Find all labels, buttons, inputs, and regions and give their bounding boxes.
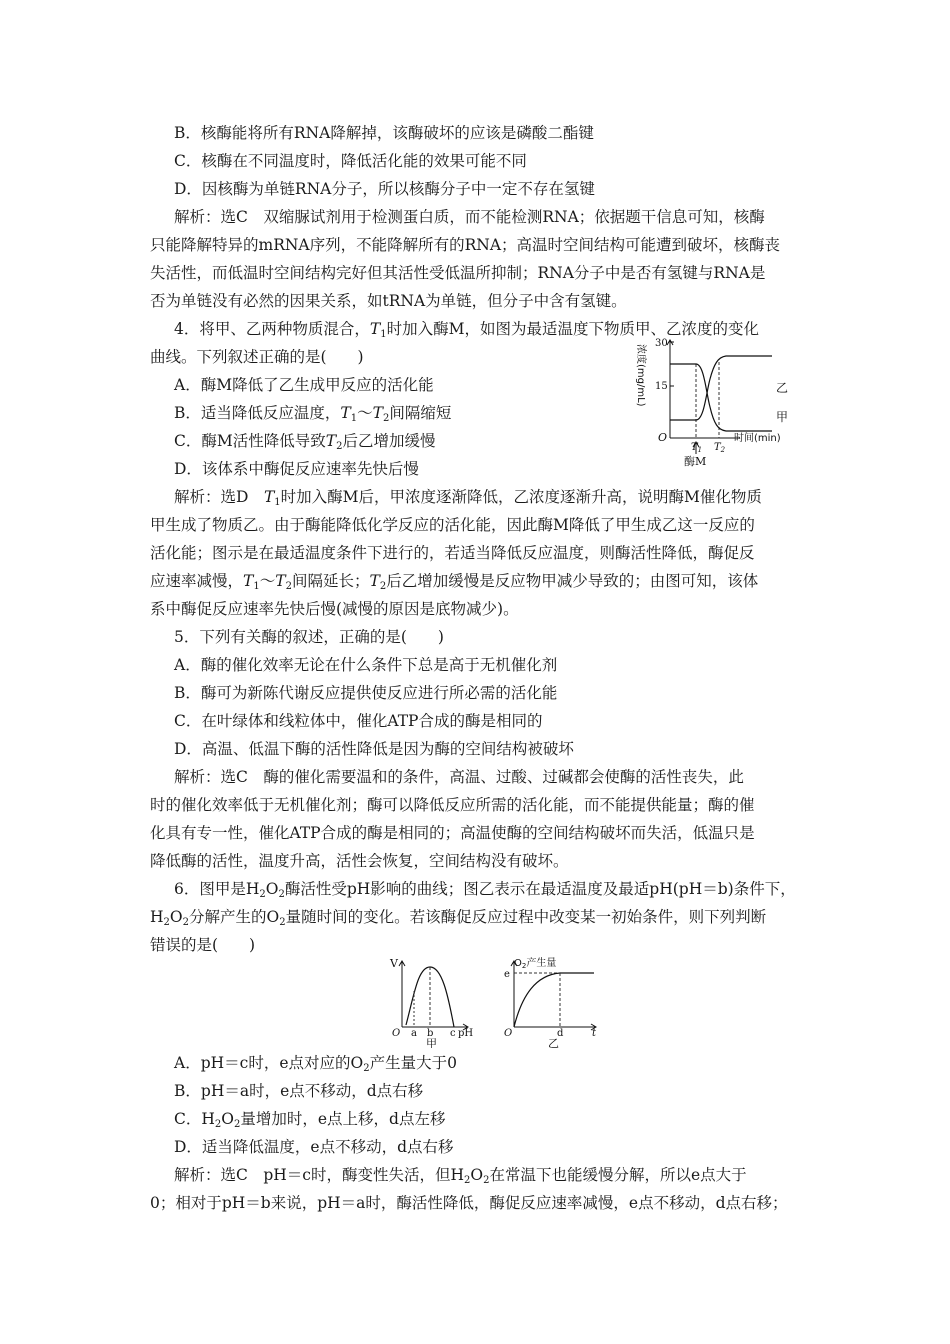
- q4-stem-line: 4．将甲、乙两种物质混合，$T_1$时加入酶M，如图为最适温度下物质甲、乙浓度的变化: [174, 320, 759, 340]
- y-axis-label: $O_2$产生量: [514, 958, 557, 970]
- q5-option-c: C．在叶绿体和线粒体中，催化ATP合成的酶是相同的: [174, 712, 543, 730]
- series-jia-line: [670, 364, 772, 431]
- q4-answer-line: 系中酶促反应速率先快后慢(减慢的原因是底物减少)。: [150, 600, 519, 618]
- q4-stem-line: 曲线。下列叙述正确的是( ): [150, 348, 364, 366]
- q4-option-c: C．酶M活性降低导致$T_2$后乙增加缓慢: [174, 432, 436, 452]
- q4-answer-line: 活化能；图示是在最适温度条件下进行的，若适当降低反应温度，则酶活性降低，酶促反: [150, 544, 755, 562]
- q4-option-b: B．适当降低反应温度，$T_1\sim T_2$间隔缩短: [174, 404, 452, 424]
- chart-title: 甲: [426, 1037, 437, 1048]
- q6-option-a: A．pH＝c时，e点对应的$O_2$产生量大于0: [174, 1054, 457, 1074]
- q4-option-d: D．该体系中酶促反应速率先快后慢: [174, 460, 419, 478]
- concentration-chart: [622, 334, 794, 468]
- q5-answer-line: 降低酶的活性，温度升高，活性会恢复，空间结构没有破坏。: [150, 852, 569, 870]
- q6-stem-line: 错误的是( ): [150, 936, 256, 954]
- q6-answer-line: 0；相对于pH＝b来说，pH＝a时，酶活性降低，酶促反应速率减慢，e点不移动，d点右移；: [150, 1194, 788, 1212]
- q3-answer-line: 失活性，而低温时空间结构完好但其活性受低温所抑制；RNA分子中是否有氢键与RNA是: [150, 264, 766, 282]
- q3-answer-line: 只能降解特异的mRNA序列，不能降解所有的RNA；高温时空间结构可能遭到破坏，核酶丧: [150, 236, 781, 254]
- q3-answer-line: 否为单链没有必然的因果关系，如tRNA为单链，但分子中含有氢键。: [150, 292, 627, 310]
- y-tick-e: e: [504, 969, 510, 980]
- q5-stem: 5．下列有关酶的叙述，正确的是( ): [174, 628, 444, 646]
- x-tick-b: b: [427, 1028, 434, 1039]
- q5-answer-line: 化具有专一性，催化ATP合成的酶是相同的；高温使酶的空间结构破坏而失活，低温只是: [150, 824, 755, 842]
- x-axis-label: t: [592, 1028, 597, 1039]
- q4-answer-line: 应速率减慢，$T_1\sim T_2$间隔延长；$T_2$后乙增加缓慢是反应物甲减少导致的；由图可知，该体: [150, 572, 759, 592]
- q6-option-c: C．$H_2O_2$量增加时，e点上移，d点左移: [174, 1110, 446, 1130]
- q5-option-d: D．高温、低温下酶的活性降低是因为酶的空间结构被破坏: [174, 740, 574, 758]
- q4-answer-line: 甲生成了物质乙。由于酶能降低化学反应的活化能，因此酶M降低了甲生成乙这一反应的: [150, 516, 755, 534]
- origin-label: O: [504, 1028, 513, 1039]
- q5-option-a: A．酶的催化效率无论在什么条件下总是高于无机催化剂: [174, 656, 558, 674]
- q6-answer-line: 解析：选C pH＝c时，酶变性失活，但$H_2O_2$在常温下也能缓慢分解，所以e点大于: [174, 1166, 747, 1186]
- origin-label: O: [658, 431, 668, 444]
- origin-label: O: [392, 1028, 401, 1039]
- q5-answer-line: 解析：选C 酶的催化需要温和的条件，高温、过酸、过碱都会使酶的活性丧失，此: [174, 768, 744, 786]
- x-tick-d: d: [557, 1028, 564, 1039]
- y-tick-label: 30: [655, 338, 668, 349]
- chart-title: 乙: [548, 1037, 559, 1048]
- x-tick-c: c: [450, 1028, 456, 1039]
- series-yi-label: 乙: [776, 381, 789, 395]
- x-tick-a: a: [411, 1028, 417, 1039]
- series-yi-line: [670, 356, 772, 420]
- x-axis-label: 时间(min): [734, 433, 781, 444]
- y-axis-label: 浓度(mg/mL): [635, 344, 646, 407]
- q3-option-d: D．因核酶为单链RNA分子，所以核酶分子中一定不存在氢键: [174, 180, 595, 198]
- q6-option-b: B．pH＝a时，e点不移动，d点右移: [174, 1082, 424, 1100]
- q6-stem-line: $H_2O_2$分解产生的$O_2$量随时间的变化。若该酶促反应过程中改变某一初始条件，则下列判断: [150, 908, 767, 928]
- q6-option-d: D．适当降低温度，e点不移动，d点右移: [174, 1138, 454, 1156]
- q5-answer-line: 时的催化效率低于无机催化剂；酶可以降低反应所需的活化能，而不能提供能量；酶的催: [150, 796, 755, 814]
- y-axis-label: V: [390, 957, 398, 970]
- q3-option-b: B．核酶能将所有RNA降解掉，该酶破坏的应该是磷酸二酯键: [174, 124, 594, 142]
- t1-label: $T_1$: [691, 442, 703, 454]
- x-axis-label: pH: [458, 1028, 474, 1039]
- q5-option-b: B．酶可为新陈代谢反应提供使反应进行所必需的活化能: [174, 684, 558, 702]
- o2-production-chart: [500, 955, 608, 1048]
- o2-curve: [514, 973, 594, 1027]
- t2-label: $T_2$: [714, 442, 726, 454]
- series-jia-label: 甲: [776, 410, 789, 424]
- q3-option-c: C．核酶在不同温度时，降低活化能的效果可能不同: [174, 152, 527, 170]
- enzyme-label: 酶M: [684, 455, 707, 468]
- q4-option-a: A．酶M降低了乙生成甲反应的活化能: [174, 376, 434, 394]
- q3-answer-line: 解析：选C 双缩脲试剂用于检测蛋白质，而不能检测RNA；依据题干信息可知，核酶: [174, 208, 765, 226]
- y-tick-label: 15: [655, 381, 668, 392]
- q4-answer-line: 解析：选D $T_1$时加入酶M后，甲浓度逐渐降低，乙浓度逐渐升高，说明酶M催化物质: [174, 488, 762, 508]
- ph-activity-chart: [388, 955, 480, 1048]
- q6-stem-line: 6．图甲是$H_2O_2$酶活性受pH影响的曲线；图乙表示在最适温度及最适pH(pH＝b)条件下，: [174, 880, 796, 900]
